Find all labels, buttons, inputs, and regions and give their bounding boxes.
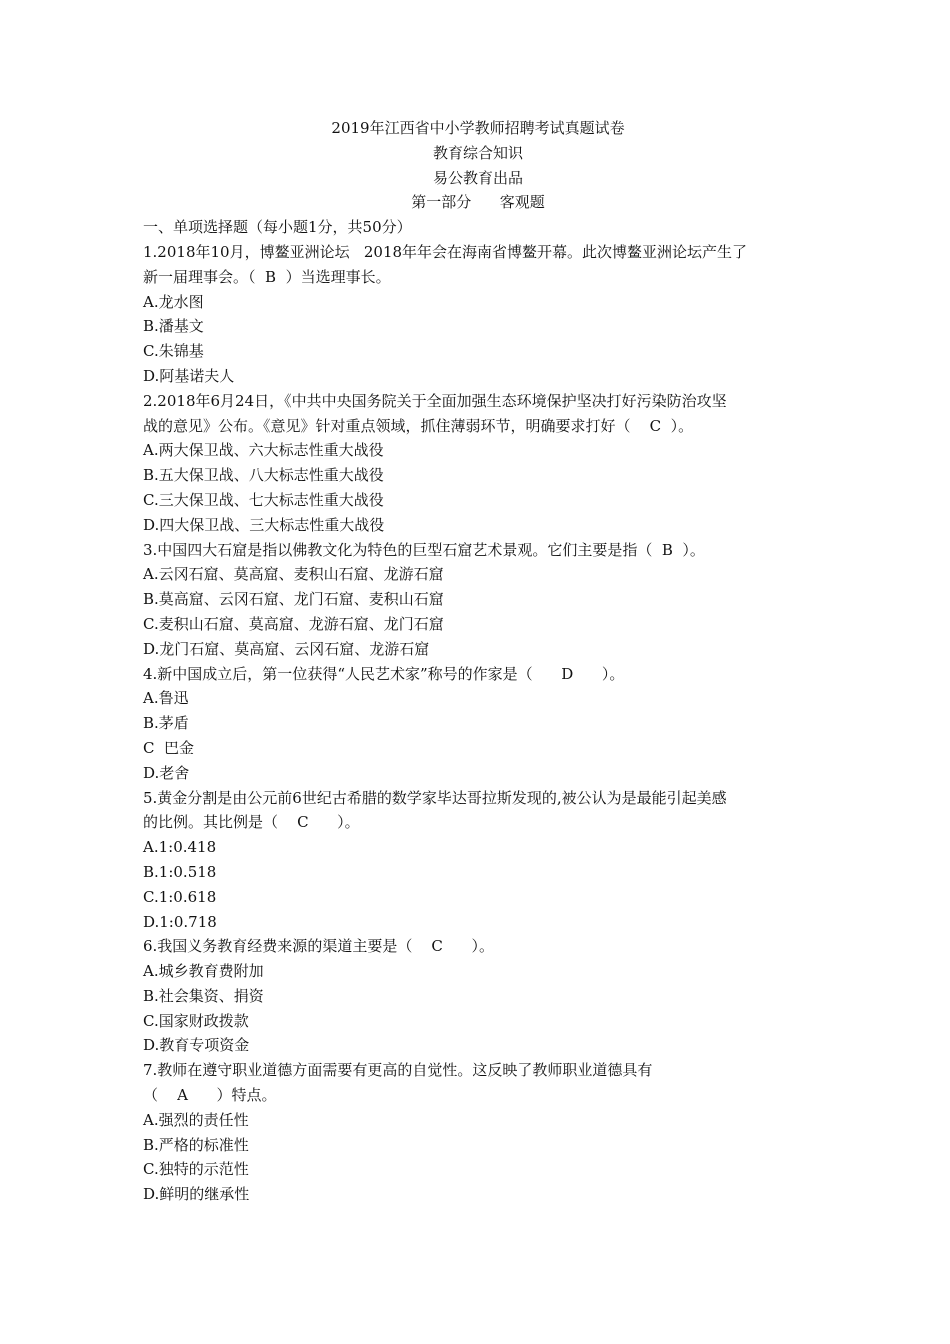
publisher-line: 易公教育出品	[432, 168, 523, 187]
question-7	[143, 1058, 813, 1207]
question-stem-line: 3.中国四大石窟是指以佛教文化为特色的巨型石窟艺术景观。它们主要是指（ B ）。	[143, 540, 705, 559]
question-stem-line: 新一届理事会。（ B ）当选理事长。	[143, 267, 391, 286]
question-stem-line: 5.黄金分割是由公元前6世纪古希腊的数学家毕达哥拉斯发现的,被公认为是最能引起美感	[143, 788, 727, 807]
question-6	[143, 934, 813, 1058]
question-stem-line: 的比例。其比例是（ C ）。	[143, 813, 360, 832]
question-5	[143, 786, 813, 935]
option-c: C.朱锦基	[143, 342, 204, 361]
question-stem-line: 1.2018年10月，博鳌亚洲论坛 2018年年会在海南省博鳌开幕。此次博鳌亚洲论坛产生了	[143, 242, 748, 261]
option-a: A.鲁迅	[143, 689, 189, 708]
question-stem-line: 6.我国义务教育经费来源的渠道主要是（ C ）。	[143, 937, 494, 956]
option-d: D.阿基诺夫人	[143, 366, 235, 385]
option-a: A.云冈石窟、莫高窟、麦积山石窟、龙游石窟	[143, 565, 444, 584]
question-stem-line: 4.新中国成立后，第一位获得“人民艺术家”称号的作家是（ D ）。	[143, 664, 625, 683]
question-4	[143, 662, 813, 786]
option-c: C.国家财政拨款	[143, 1011, 249, 1030]
part-heading: 第一部分 客观题	[411, 193, 545, 212]
option-d: D.龙门石窟、莫高窟、云冈石窟、龙游石窟	[143, 639, 430, 658]
document-title: 2019年江西省中小学教师招聘考试真题试卷	[331, 119, 625, 137]
option-a: A.强烈的责任性	[143, 1110, 249, 1129]
option-a: A.城乡教育费附加	[143, 962, 264, 981]
option-d: D.鲜明的继承性	[143, 1185, 250, 1204]
question-2	[143, 389, 813, 538]
option-c: C.麦积山石窟、莫高窟、龙游石窟、龙门石窟	[143, 614, 444, 633]
option-b: B.社会集资、捐资	[143, 986, 264, 1005]
section-heading: 一、单项选择题（每小题1分，共50分）	[143, 218, 412, 237]
document-page	[143, 116, 813, 1207]
option-a: A.两大保卫战、六大标志性重大战役	[143, 441, 384, 460]
option-c: C.三大保卫战、七大标志性重大战役	[143, 490, 384, 509]
question-1	[143, 240, 813, 389]
option-c: C 巴金	[143, 738, 195, 757]
question-stem-line: （ A ）特点。	[143, 1086, 277, 1105]
question-stem-line: 7.教师在遵守职业道德方面需要有更高的自觉性。这反映了教师职业道德具有	[143, 1061, 653, 1080]
document-subtitle: 教育综合知识	[432, 143, 523, 162]
option-b: B.莫高窟、云冈石窟、龙门石窟、麦积山石窟	[143, 590, 444, 609]
option-b: B.严格的标准性	[143, 1135, 249, 1154]
option-d: D.教育专项资金	[143, 1036, 250, 1055]
option-b: B.五大保卫战、八大标志性重大战役	[143, 466, 384, 485]
option-b: B.潘基文	[143, 317, 204, 336]
option-d: D.老舍	[143, 763, 190, 782]
question-stem-line: 2.2018年6月24日，《中共中央国务院关于全面加强生态环境保护坚决打好污染防治攻坚	[143, 391, 727, 410]
option-a: A.1:0.418	[143, 838, 217, 857]
option-d: D.四大保卫战、三大标志性重大战役	[143, 515, 385, 534]
question-stem-line: 战的意见》公布。《意见》针对重点领域，抓住薄弱环节，明确要求打好（ C ）。	[143, 416, 694, 435]
option-c: C.1:0.618	[143, 887, 217, 906]
option-b: B.1:0.518	[143, 862, 217, 881]
option-a: A.龙水图	[143, 292, 204, 311]
option-b: B.茅盾	[143, 714, 189, 733]
option-c: C.独特的示范性	[143, 1160, 249, 1179]
option-d: D.1:0.718	[143, 912, 217, 931]
question-3	[143, 538, 813, 662]
